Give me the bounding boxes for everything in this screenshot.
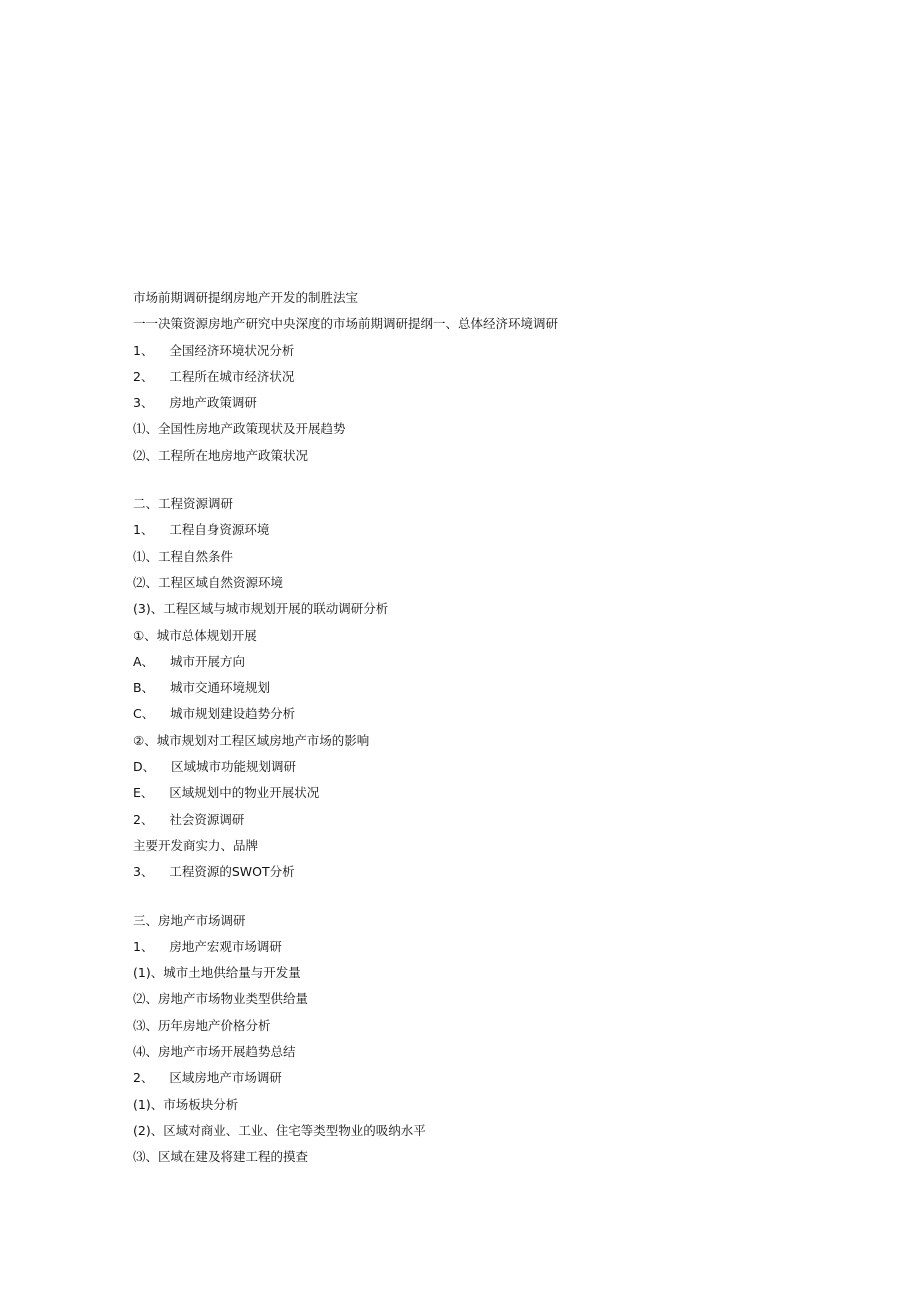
list-item: 主要开发商实力、品牌 <box>133 837 259 853</box>
section-spacer <box>133 469 833 491</box>
document-title: 市场前期调研提纲房地产开发的制胜法宝 <box>133 290 359 305</box>
list-item: C、 城市规划建设趋势分析 <box>133 706 296 722</box>
list-item: (1)、城市土地供给量与开发量 <box>133 965 301 981</box>
list-item: ⑵、工程所在地房地产政策状况 <box>133 447 309 463</box>
list-item: ⑵、房地产市场物业类型供给量 <box>133 991 309 1007</box>
list-item: (1)、市场板块分析 <box>133 1096 239 1112</box>
list-item: ⑷、房地产市场开展趋势总结 <box>133 1044 296 1060</box>
list-item: ⑵、工程区域自然资源环境 <box>133 574 284 590</box>
list-item: ⑶、历年房地产价格分析 <box>133 1017 271 1033</box>
list-item: 2、 社会资源调研 <box>133 811 245 827</box>
list-item: ⑴、工程自然条件 <box>133 548 234 564</box>
list-item: 1、 全国经济环境状况分析 <box>133 342 295 358</box>
list-item: A、 城市开展方向 <box>133 653 245 669</box>
list-item: 1、 工程自身资源环境 <box>133 522 270 538</box>
section-heading: 三、房地产市场调研 <box>133 912 246 928</box>
list-item: (2)、区域对商业、工业、住宅等类型物业的吸纳水平 <box>133 1122 426 1138</box>
list-item: 2、 区域房地产市场调研 <box>133 1070 282 1086</box>
list-item: ①、城市总体规划开展 <box>133 627 257 643</box>
list-item: (3)、工程区域与城市规划开展的联动调研分析 <box>133 601 389 617</box>
list-item: D、 区域城市功能规划调研 <box>133 759 297 775</box>
section-heading: 二、工程资源调研 <box>133 496 234 512</box>
list-item: ⑴、全国性房地产政策现状及开展趋势 <box>133 421 346 437</box>
list-item: ②、城市规划对工程区域房地产市场的影响 <box>133 732 370 748</box>
list-item: 1、 房地产宏观市场调研 <box>133 938 282 954</box>
document-subtitle: 一一决策资源房地产研究中央深度的市场前期调研提纲一、总体经济环境调研 <box>133 316 559 332</box>
section-spacer <box>133 886 833 908</box>
list-item: 2、 工程所在城市经济状况 <box>133 368 295 384</box>
list-item: 3、 房地产政策调研 <box>133 395 257 411</box>
list-item: 3、 工程资源的SWOT分析 <box>133 864 295 880</box>
list-item: E、 区域规划中的物业开展状况 <box>133 785 320 801</box>
list-item: B、 城市交通环境规划 <box>133 680 270 696</box>
document-body <box>133 285 833 1171</box>
list-item: ⑶、区域在建及将建工程的摸查 <box>133 1149 309 1165</box>
